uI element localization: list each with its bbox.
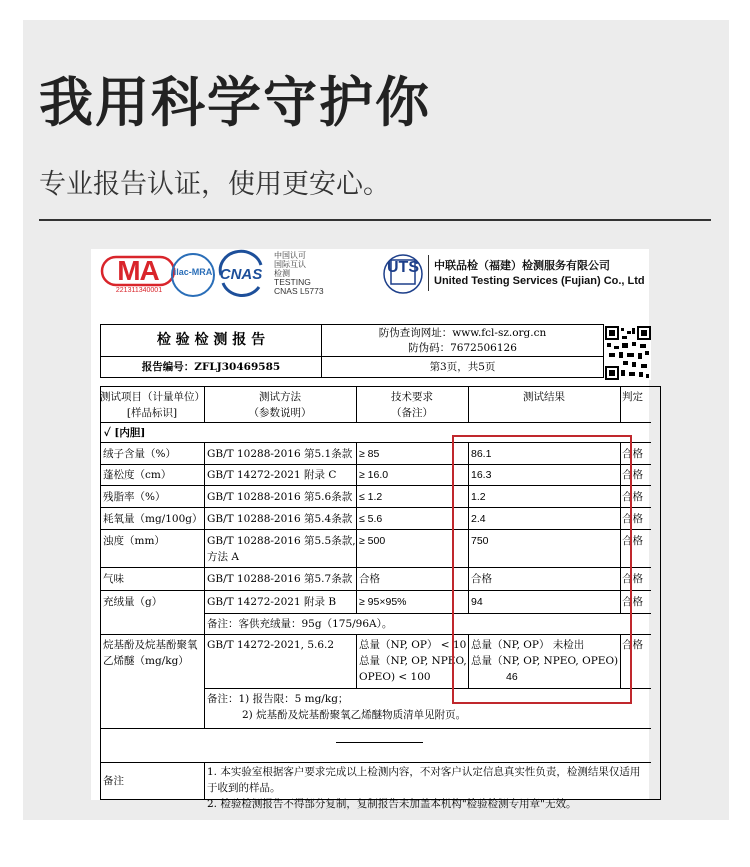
ape-result: 总量（NP, OP） 未检出	[471, 639, 585, 651]
row-method: GB/T 10288-2016 第5.4条款	[207, 513, 353, 525]
ape-judge: 合格	[622, 639, 643, 651]
ape-note-1: 备注：1) 报告限：5 mg/kg；	[207, 693, 349, 705]
row-result: 16.3	[471, 469, 492, 481]
subheadline: 专业报告认证，使用更安心。	[39, 169, 390, 200]
report-title: 检 验 检 测 报 告	[156, 332, 266, 348]
ape-item: 烷基酚及烷基酚聚氧	[103, 639, 198, 651]
row-item: 浊度（mm）	[103, 535, 165, 547]
row-judge: 合格	[622, 596, 643, 608]
header-item-sub: [样品标识]	[126, 407, 178, 419]
ape-item-line2: 乙烯醚（mg/kg）	[103, 655, 189, 667]
row-req: ≥ 500	[359, 535, 386, 547]
row-req: 合格	[359, 573, 380, 585]
header-judge: 判定	[622, 391, 643, 403]
row-judge: 合格	[622, 513, 643, 525]
row-judge: 合格	[622, 535, 643, 547]
accred-line: TESTING	[274, 277, 311, 287]
cma-logo-text: MA	[117, 255, 159, 286]
header-method-sub: （参数说明）	[248, 407, 312, 419]
header-req-sub: （备注）	[391, 407, 433, 419]
fill-note: 备注：客供充绒量：95g（175/96A）。	[207, 618, 393, 630]
accred-line: 国际互认	[274, 260, 306, 269]
divider	[39, 219, 711, 221]
page-info: 第3页，共5页	[429, 361, 496, 373]
remark-2: 2. 检验检测报告不得部分复制，复制报告未加盖本机构"检验检测专用章"无效。	[207, 798, 577, 810]
row-result: 合格	[471, 573, 492, 585]
accred-line: 检测	[274, 269, 290, 278]
row-req: ≥ 95×95%	[359, 596, 407, 608]
cnas-logo-text: CNAS	[219, 266, 263, 283]
report-number: 报告编号：ZFLJ30469585	[141, 361, 281, 373]
row-method-line2: 方法 A	[207, 551, 239, 563]
remarks-label: 备注	[103, 775, 124, 787]
header-result: 测试结果	[523, 391, 565, 403]
row-method: GB/T 10288-2016 第5.5条款,	[207, 535, 356, 547]
row-req: ≤ 5.6	[359, 513, 383, 525]
ape-req-line3: OPEO) < 100	[359, 671, 431, 683]
row-judge: 合格	[622, 469, 643, 481]
header-req: 技术要求	[391, 391, 433, 403]
ilac-logo-text: ilac-MRA	[173, 267, 213, 277]
remark-1: 1. 本实验室根据客户要求完成以上检测内容，不对客户认定信息真实性负责，检测结果仅适用	[207, 766, 641, 778]
row-result: 2.4	[471, 513, 486, 525]
row-result: 1.2	[471, 491, 486, 503]
company-name-cn: 中联品检（福建）检测服务有限公司	[434, 259, 610, 272]
row-req: ≤ 1.2	[359, 491, 383, 503]
row-result: 750	[471, 535, 489, 547]
test-report-image	[91, 249, 649, 810]
ape-req-line2: 总量（NP, OP, NPEO,	[359, 655, 467, 667]
row-item: 残脂率（%）	[103, 491, 166, 503]
row-method: GB/T 14272-2021 附录 B	[207, 596, 337, 608]
verify-code: 防伪码：7672506126	[408, 342, 517, 354]
row-method: GB/T 14272-2021 附录 C	[207, 469, 337, 481]
ape-result-line2: 总量（NP, OP, NPEO, OPEO)	[471, 655, 619, 667]
header-item: 测试项目（计量单位）	[100, 391, 205, 403]
row-judge: 合格	[622, 448, 643, 460]
section-label: ✓ [内胆]	[104, 427, 146, 439]
row-judge: 合格	[622, 491, 643, 503]
row-judge: 合格	[622, 573, 643, 585]
row-req: ≥ 85	[359, 448, 380, 460]
header-method: 测试方法	[259, 391, 301, 403]
row-result: 94	[471, 596, 483, 608]
row-req: ≥ 16.0	[359, 469, 389, 481]
row-item: 充绒量（g）	[103, 596, 163, 608]
uts-logo-text: UTS	[387, 259, 419, 276]
results-highlight-box	[452, 435, 632, 704]
row-item: 绒子含量（%）	[103, 448, 176, 460]
verify-url: 防伪查询网址：www.fcl-sz.org.cn	[378, 327, 547, 339]
ape-note-2: 2) 烷基酚及烷基酚聚氧乙烯醚物质清单见附页。	[242, 709, 467, 721]
accred-line: CNAS L5773	[274, 286, 324, 296]
row-item: 蓬松度（cm）	[103, 469, 172, 481]
cma-number: 221311340001	[115, 287, 163, 294]
promo-card	[23, 20, 729, 820]
accred-line: 中国认可	[274, 251, 306, 260]
row-method: GB/T 10288-2016 第5.6条款	[207, 491, 353, 503]
row-method: GB/T 10288-2016 第5.1条款	[207, 448, 353, 460]
row-item: 气味	[103, 573, 124, 585]
company-name-en: United Testing Services (Fujian) Co., Ltd	[434, 275, 645, 287]
remark-1-cont: 于收到的样品。	[207, 782, 281, 794]
headline: 我用科学守护你	[39, 71, 431, 134]
row-item: 耗氧量（mg/100g）	[103, 513, 203, 525]
ape-method: GB/T 14272-2021, 5.6.2	[207, 639, 335, 651]
ape-result-value: 46	[506, 671, 518, 683]
row-method: GB/T 10288-2016 第5.7条款	[207, 573, 353, 585]
row-result: 86.1	[471, 448, 492, 460]
ape-req: 总量（NP, OP） < 10	[359, 639, 467, 651]
